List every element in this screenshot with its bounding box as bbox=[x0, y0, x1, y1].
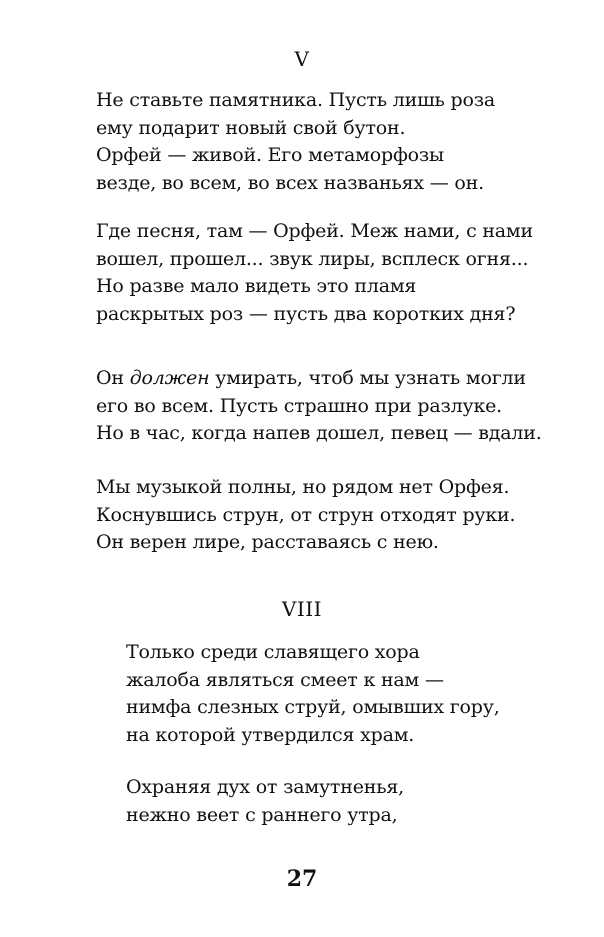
poem-line: его во всем. Пусть страшно при разлуке. bbox=[96, 394, 503, 417]
stanza-viii-1 bbox=[126, 639, 500, 749]
poem-line: раскрытых роз — пусть два коротких дня? bbox=[96, 302, 516, 325]
poem-line: Не ставьте памятника. Пусть лишь роза bbox=[96, 89, 496, 111]
stanza-v-4 bbox=[96, 474, 515, 557]
page-number: 27 bbox=[286, 866, 318, 892]
poem-line: нежно веет с раннего утра, bbox=[126, 803, 398, 826]
poem-line: Охраняя дух от замутненья, bbox=[126, 776, 404, 798]
stanza-viii-2 bbox=[126, 774, 404, 829]
poem-line: Где песня, там — Орфей. Меж нами, с нами bbox=[96, 220, 533, 242]
poem-line: жалоба являться смеет к нам — bbox=[126, 668, 444, 691]
poem-line: везде, во всем, во всех названьях — он. bbox=[96, 171, 484, 194]
stanza-v-3 bbox=[96, 365, 542, 448]
poem-line: Только среди славящего хора bbox=[126, 641, 420, 663]
poem-line: Он верен лире, расставаясь с нею. bbox=[96, 531, 439, 553]
poem-line: Коснувшись струн, от струн отходят руки. bbox=[96, 503, 516, 526]
poem-line: Орфей — живой. Его метаморфозы bbox=[96, 144, 444, 166]
poem-line: нимфа слезных струй, омывших гору, bbox=[126, 696, 500, 718]
section-heading-v: V bbox=[294, 47, 310, 71]
poem-line-end: умирать, чтоб мы узнать могли bbox=[209, 367, 526, 389]
stanza-v-1 bbox=[96, 87, 495, 197]
poem-line: на которой утвердился храм. bbox=[126, 723, 415, 746]
emphasized-word: должен bbox=[129, 367, 210, 389]
poem-line: Но разве мало видеть это пламя bbox=[96, 275, 417, 297]
stanza-v-2 bbox=[96, 218, 533, 328]
poem-line bbox=[96, 365, 542, 393]
poem-line: вошел, прошел... звук лиры, всплеск огня... bbox=[96, 247, 529, 270]
poem-line: Мы музыкой полны, но рядом нет Орфея. bbox=[96, 476, 510, 498]
poem-line: Но в час, когда напев дошел, певец — вдали. bbox=[96, 422, 542, 444]
poem-line: ему подарит новый свой бутон. bbox=[96, 116, 406, 139]
section-heading-viii: VIII bbox=[281, 597, 323, 621]
poem-line-start: Он bbox=[96, 367, 130, 389]
